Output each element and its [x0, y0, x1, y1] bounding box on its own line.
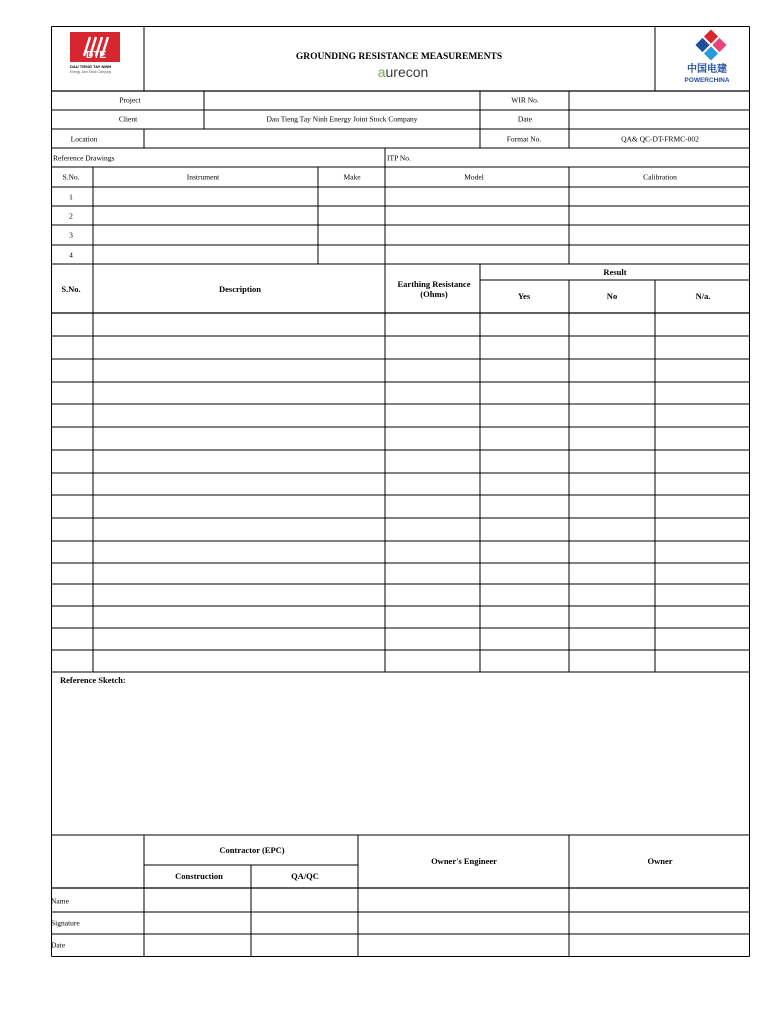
aurecon-logo: aurecon: [377, 64, 429, 80]
model-header: Model: [464, 172, 484, 182]
dte-logo-mark: DTE: [86, 50, 106, 61]
calibration-header: Calibration: [643, 172, 677, 182]
signoff-name-label: Name: [51, 896, 69, 906]
wir-label: WIR No.: [511, 95, 539, 105]
format-value: QA& QC-DT-FRMC-002: [621, 134, 699, 144]
itp-label: ITP No.: [387, 153, 411, 163]
form-grid-lines: [51, 26, 750, 957]
earthing-resistance-header: Earthing Resistance: [397, 278, 471, 289]
date-label: Date: [517, 114, 533, 124]
signoff-signature-label: Signature: [51, 918, 80, 928]
format-label: Format No.: [506, 134, 542, 144]
dte-logo-line2: Energy Joint Stock Company: [70, 70, 112, 74]
measurement-sno-header: S.No.: [61, 283, 81, 294]
client-label: Client: [118, 114, 138, 124]
reference-drawings-label: Reference Drawings: [53, 153, 115, 163]
instrument-row-number: 4: [69, 250, 73, 260]
project-label: Project: [119, 95, 141, 105]
instrument-sno-header: S.No.: [62, 172, 80, 182]
reference-sketch-label: Reference Sketch:: [60, 675, 126, 685]
grounding-resistance-form: [51, 26, 750, 957]
powerchina-logo: [657, 29, 747, 89]
powerchina-emblem-icon: [657, 29, 747, 63]
instrument-row-number: 2: [69, 211, 73, 221]
instrument-header: Instrument: [186, 172, 220, 182]
powerchina-en-text: POWERCHINA: [684, 77, 730, 84]
dte-logo: [67, 32, 125, 86]
owners-engineer-header: Owner's Engineer: [431, 855, 497, 866]
contractor-header: Contractor (EPC): [219, 844, 285, 855]
dte-logo-line1: DAU TIENG TAY NINH: [70, 64, 112, 69]
qaqc-header: QA/QC: [291, 870, 319, 881]
description-header: Description: [218, 283, 262, 294]
na-header: N/a.: [695, 290, 711, 301]
owner-header: Owner: [647, 855, 673, 866]
result-header: Result: [603, 266, 627, 277]
yes-header: Yes: [517, 290, 531, 301]
instrument-row-number: 1: [69, 192, 73, 202]
construction-header: Construction: [175, 870, 223, 881]
make-header: Make: [343, 172, 361, 182]
client-value: Dau Tieng Tay Ninh Energy Joint Stock Company: [266, 114, 418, 124]
location-label: Location: [70, 134, 98, 144]
no-header: No: [606, 290, 618, 301]
signoff-date-label: Date: [51, 940, 66, 950]
powerchina-cn-text: 中国电建: [687, 64, 727, 75]
instrument-row-number: 3: [69, 230, 73, 240]
form-title: GROUNDING RESISTANCE MEASUREMENTS: [295, 52, 503, 62]
ohms-header: (Ohms): [420, 288, 448, 299]
